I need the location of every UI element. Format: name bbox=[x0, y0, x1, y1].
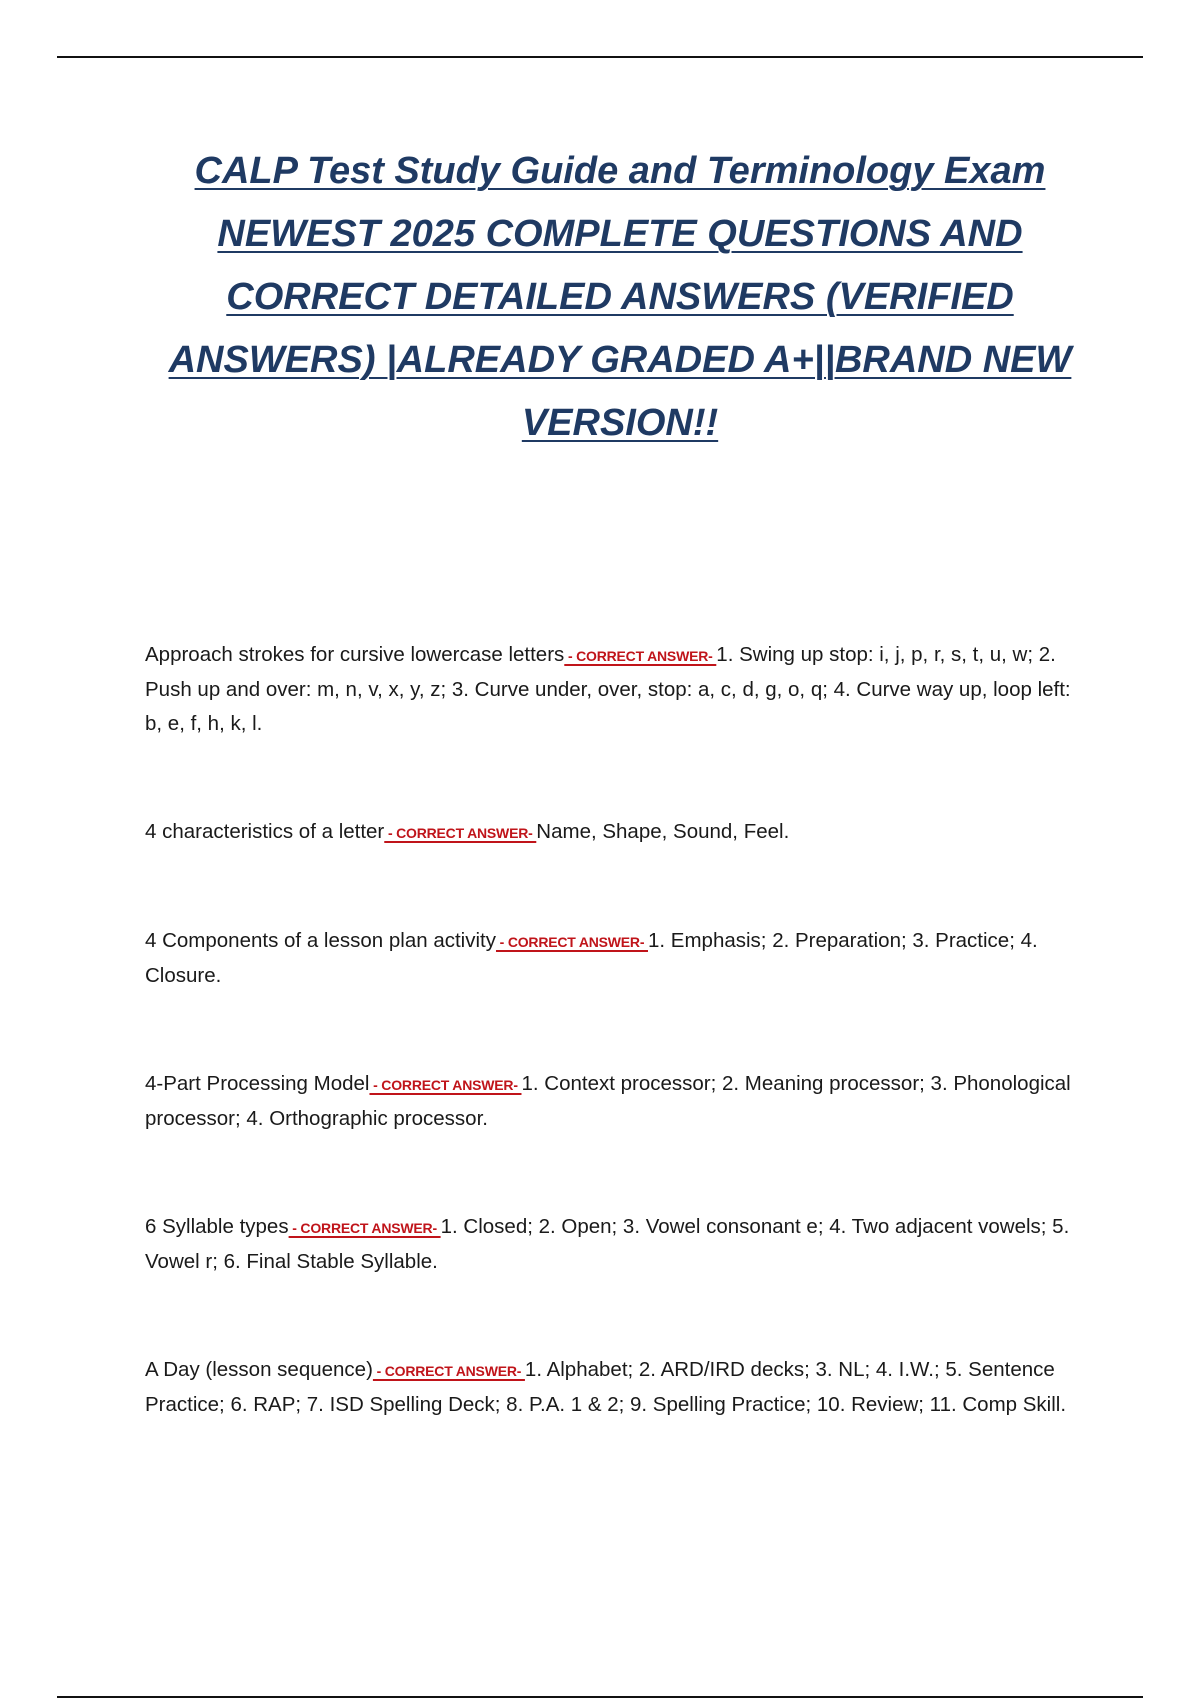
correct-answer-tag: - CORRECT ANSWER- bbox=[288, 1220, 441, 1236]
qa-item bbox=[145, 924, 1080, 993]
answer-text: 1. Emphasis; 2. Preparation; 3. Practice; 4. Closure. bbox=[145, 929, 1038, 987]
qa-item bbox=[145, 815, 1080, 850]
answer-text: 1. Context processor; 2. Meaning processor; 3. Phonological processor; 4. Orthographic processor. bbox=[145, 1072, 1071, 1130]
qa-item bbox=[145, 1210, 1080, 1279]
question-text: 4 characteristics of a letter bbox=[145, 820, 385, 843]
qa-list bbox=[145, 638, 1080, 1422]
correct-answer-tag: - CORRECT ANSWER- bbox=[384, 825, 537, 841]
document-title: CALP Test Study Guide and Terminology Exam NEWEST 2025 COMPLETE QUESTIONS AND CORRECT DETAILED ANSWERS (VERIFIED ANSWERS) |ALREADY GRADED A+||BRAND NEW VERSION!! bbox=[168, 150, 1072, 444]
question-text: A Day (lesson sequence) bbox=[145, 1358, 373, 1381]
question-text: 6 Syllable types bbox=[145, 1215, 289, 1238]
answer-text: 1. Closed; 2. Open; 3. Vowel consonant e; 4. Two adjacent vowels; 5. Vowel r; 6. Final Stable Syllable. bbox=[145, 1215, 1070, 1273]
correct-answer-tag: - CORRECT ANSWER- bbox=[369, 1077, 522, 1093]
qa-item bbox=[145, 1067, 1080, 1136]
top-rule bbox=[57, 56, 1143, 58]
question-text: 4-Part Processing Model bbox=[145, 1072, 370, 1095]
correct-answer-tag: - CORRECT ANSWER- bbox=[372, 1363, 525, 1379]
answer-text: Name, Shape, Sound, Feel. bbox=[536, 820, 790, 843]
question-text: 4 Components of a lesson plan activity bbox=[145, 929, 496, 952]
qa-item bbox=[145, 1353, 1080, 1422]
bottom-rule bbox=[57, 1696, 1143, 1698]
correct-answer-tag: - CORRECT ANSWER- bbox=[564, 648, 717, 664]
title-block bbox=[130, 140, 1110, 455]
answer-text: 1. Swing up stop: i, j, p, r, s, t, u, w; 2. Push up and over: m, n, v, x, y, z; 3. Curve under, over, stop: a, c, d, g, o, q; 4. Curve way up, loop left: b, e, f, h, k, l. bbox=[145, 643, 1071, 735]
correct-answer-tag: - CORRECT ANSWER- bbox=[495, 934, 648, 950]
qa-item bbox=[145, 638, 1080, 741]
answer-text: 1. Alphabet; 2. ARD/IRD decks; 3. NL; 4. I.W.; 5. Sentence Practice; 6. RAP; 7. ISD Spelling Deck; 8. P.A. 1 & 2; 9. Spelling Practice; 10. Review; 11. Comp Skill. bbox=[145, 1358, 1067, 1416]
question-text: Approach strokes for cursive lowercase letters bbox=[145, 643, 565, 666]
